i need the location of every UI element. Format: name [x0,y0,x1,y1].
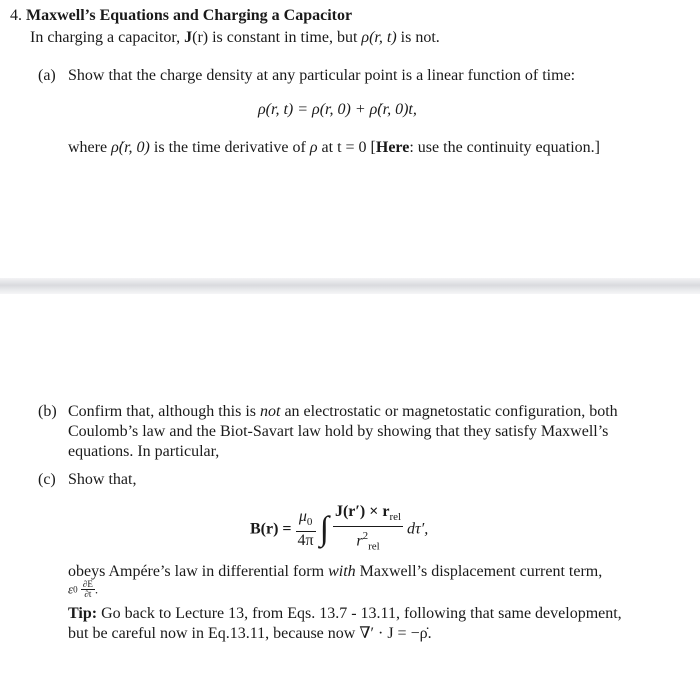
part-c-obeys: obeys Ampére’s law in differential form with Maxwell’s displacement current term, [68,563,603,580]
part-a-where: where ρ̇(r, 0) is the time derivative of ρ at t = 0 [Here: use the continuity equation.] [68,139,600,156]
problem-title: Maxwell’s Equations and Charging a Capacitor [26,7,353,24]
mu-over-4pi: $\frac{\mu_0}{4\pi}$ [297,508,314,550]
part-c-label: (c) [38,471,56,488]
part-a-text: Show that the charge density at any particular point is a linear function of time: [68,67,576,84]
part-b-line1: Confirm that, although this is not an electrostatic or magnetostatic configuration, both [68,403,618,420]
problem-heading [10,6,352,26]
problem-intro: In charging a capacitor, J(r) is constant in time, but ρ(r, t) is not. [30,29,440,46]
page-divider [0,278,700,294]
part-b-line3: equations. In particular, [68,443,220,460]
part-c-text: Show that, [68,471,137,488]
tip-line2: but be careful now in Eq.13.11, because now ∇′ · J = −ρ̇. [68,625,432,642]
integrand-fraction: $\frac{J(r') \times r_{rel}}{r^2_{rel}}$ [334,503,402,553]
part-a-equation: ρ(r, t) = ρ(r, 0) + ρ̇(r, 0)t, [258,101,417,118]
problem-number: 4. [10,7,22,24]
part-a-label: (a) [38,67,56,84]
part-b-label: (b) [38,403,57,420]
displacement-term: ε0 $\frac{\partial E}{\partial t}$ . [68,579,99,599]
integral-sign: ∫ [319,510,329,548]
biot-savart-equation: B(r) = $\frac{\mu_0}{4\pi}$ ∫ $\frac{J(r') \times r_{rel}}{r^2_{rel}}$ dτ′, [250,503,428,556]
tip-line1: Tip: Go back to Lecture 13, from Eqs. 13.7 - 13.11, following that same development, [68,605,622,622]
part-b-line2: Coulomb’s law and the Biot-Savart law hold by showing that they satisfy Maxwell’s [68,423,609,440]
